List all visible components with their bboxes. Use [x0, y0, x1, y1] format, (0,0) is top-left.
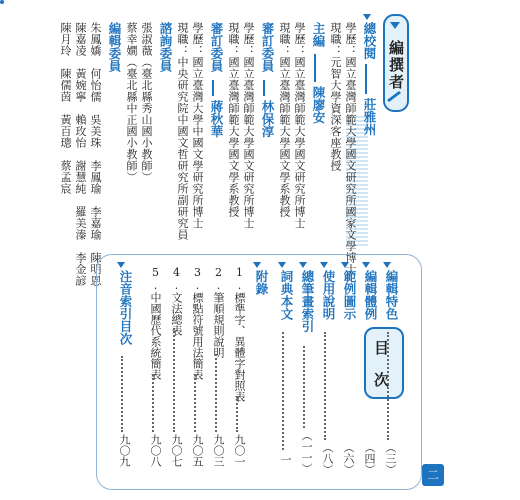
toc-entry-label: 編輯特色	[384, 270, 399, 320]
appendix-entry-label: 1.標準字、異體字對照表	[233, 266, 246, 402]
editorial-line-1: 朱鳳嬌 何怡儒 吳美珠 李鳳瑜 李嘉瑜 陳明恩	[89, 22, 102, 287]
appendix-entry-page: 九〇一	[233, 434, 246, 467]
leader-dots	[121, 356, 123, 432]
toc-entry-page: （一一）	[300, 430, 313, 474]
triangle-marker-icon	[278, 262, 286, 268]
consultant-line-1: 張淑薇（臺北縣秀山國小教師）	[140, 22, 153, 183]
leader-dots	[236, 396, 238, 432]
appendix-entry-label: 4.文法總表	[170, 266, 183, 336]
leader-dots	[173, 328, 175, 432]
toc-entry-page: 九〇九	[118, 434, 131, 467]
toc-entry-page: 一	[279, 454, 292, 465]
triangle-marker-icon	[383, 262, 391, 268]
triangle-marker-icon	[320, 262, 328, 268]
toc-entry-page: （八）	[321, 442, 334, 475]
page-number: 二	[422, 464, 444, 486]
chief-line-2: 現職：元智大學資深客座教授	[329, 22, 342, 172]
consultant-line-2: 蔡幸嫺（臺北縣中正國小教師）	[125, 22, 138, 183]
toc-entry-page: （六）	[342, 442, 355, 475]
triangle-marker-icon	[390, 22, 400, 29]
editor-role: 主編	[311, 22, 326, 47]
reviewer2-line-1: 學歷：國立臺灣大學中國文學研究所博士	[191, 22, 204, 229]
leader-dots	[152, 374, 154, 432]
appendix-entry-label: 2.筆順規則說明	[212, 266, 225, 358]
toc-entry-label: 注音索引目次	[118, 270, 133, 345]
divider	[212, 80, 214, 96]
toc-entry-label: 總筆畫索引	[300, 270, 315, 333]
editorial-line-3: 陳月玲 陳儒茵 黃百璁 蔡孟宸	[59, 22, 72, 195]
chief-role: 總校閱	[362, 22, 377, 60]
editors-heading: 編撰者	[387, 40, 405, 91]
toc-title-char-2: 次	[374, 371, 390, 389]
triangle-marker-icon	[363, 14, 371, 20]
triangle-marker-icon	[117, 262, 125, 268]
editor-line-2: 現職：國立臺灣師範大學國文學系教授	[278, 22, 291, 218]
toc-entry-label: 詞典本文	[279, 270, 294, 320]
appendix-entry-label: 5.中國歷代系統簡表	[149, 266, 162, 380]
reviewer2-role: 審訂委員	[209, 22, 224, 72]
chief-line-1: 學歷：國立臺灣師範大學國文研究所國家文學博士	[344, 22, 357, 275]
appendix-entry-page: 九〇七	[170, 434, 183, 467]
leader-dots	[282, 332, 284, 450]
leader-dots	[303, 346, 305, 428]
leader-dots	[324, 332, 326, 440]
appendix-entry-page: 九〇三	[212, 434, 225, 467]
reviewer1-line-1: 學歷：國立臺灣師範大學國文研究所博士	[242, 22, 255, 229]
chief-name: 莊雅州	[362, 98, 377, 136]
toc-entry-label: 範例圖示	[342, 270, 357, 320]
triangle-marker-icon	[253, 262, 261, 268]
reviewer2-line-2: 現職：中央研究院中國文哲研究所副研究員	[176, 22, 189, 241]
divider	[365, 64, 367, 94]
appendix-entry-page: 九〇八	[149, 434, 162, 467]
reviewer2-name: 蔣秋華	[209, 100, 224, 138]
consultants-role: 諮詢委員	[158, 22, 173, 72]
appendix-entry-label: 3.標點符號用法簡表	[191, 266, 204, 380]
toc-title-char-1: 目	[374, 339, 390, 357]
triangle-marker-icon	[341, 262, 349, 268]
editor-name: 陳廖安	[311, 86, 326, 124]
triangle-marker-icon	[299, 262, 307, 268]
divider	[263, 80, 265, 96]
divider	[314, 54, 316, 82]
toc-entry-label: 使用說明	[321, 270, 336, 320]
toc-entry-page: （三）	[384, 442, 397, 475]
editorial-role: 編輯委員	[107, 22, 122, 72]
leader-dots	[387, 332, 389, 440]
appendix-entry-page: 九〇五	[191, 434, 204, 467]
reviewer1-line-2: 現職：國立臺灣師範大學國文學系教授	[227, 22, 240, 218]
leader-dots	[215, 354, 217, 432]
editorial-line-2: 陳嘉凌 黃婉寧 賴玫怡 謝慧純 羅美溱 李金諺	[74, 22, 87, 287]
pen-icon	[383, 88, 405, 104]
reviewer1-role: 審訂委員	[260, 22, 275, 72]
appendix-label: 附錄	[254, 270, 269, 295]
toc-entry-label: 編輯體例	[363, 270, 378, 320]
reviewer1-name: 林保淳	[260, 100, 275, 138]
editors-heading-frame	[0, 0, 4, 4]
leader-dots	[194, 374, 196, 432]
triangle-marker-icon	[362, 262, 370, 268]
toc-title	[364, 327, 404, 399]
editor-line-1: 學歷：國立臺灣師範大學國文研究所博士	[293, 22, 306, 229]
toc-entry-page: （四）	[363, 442, 376, 475]
